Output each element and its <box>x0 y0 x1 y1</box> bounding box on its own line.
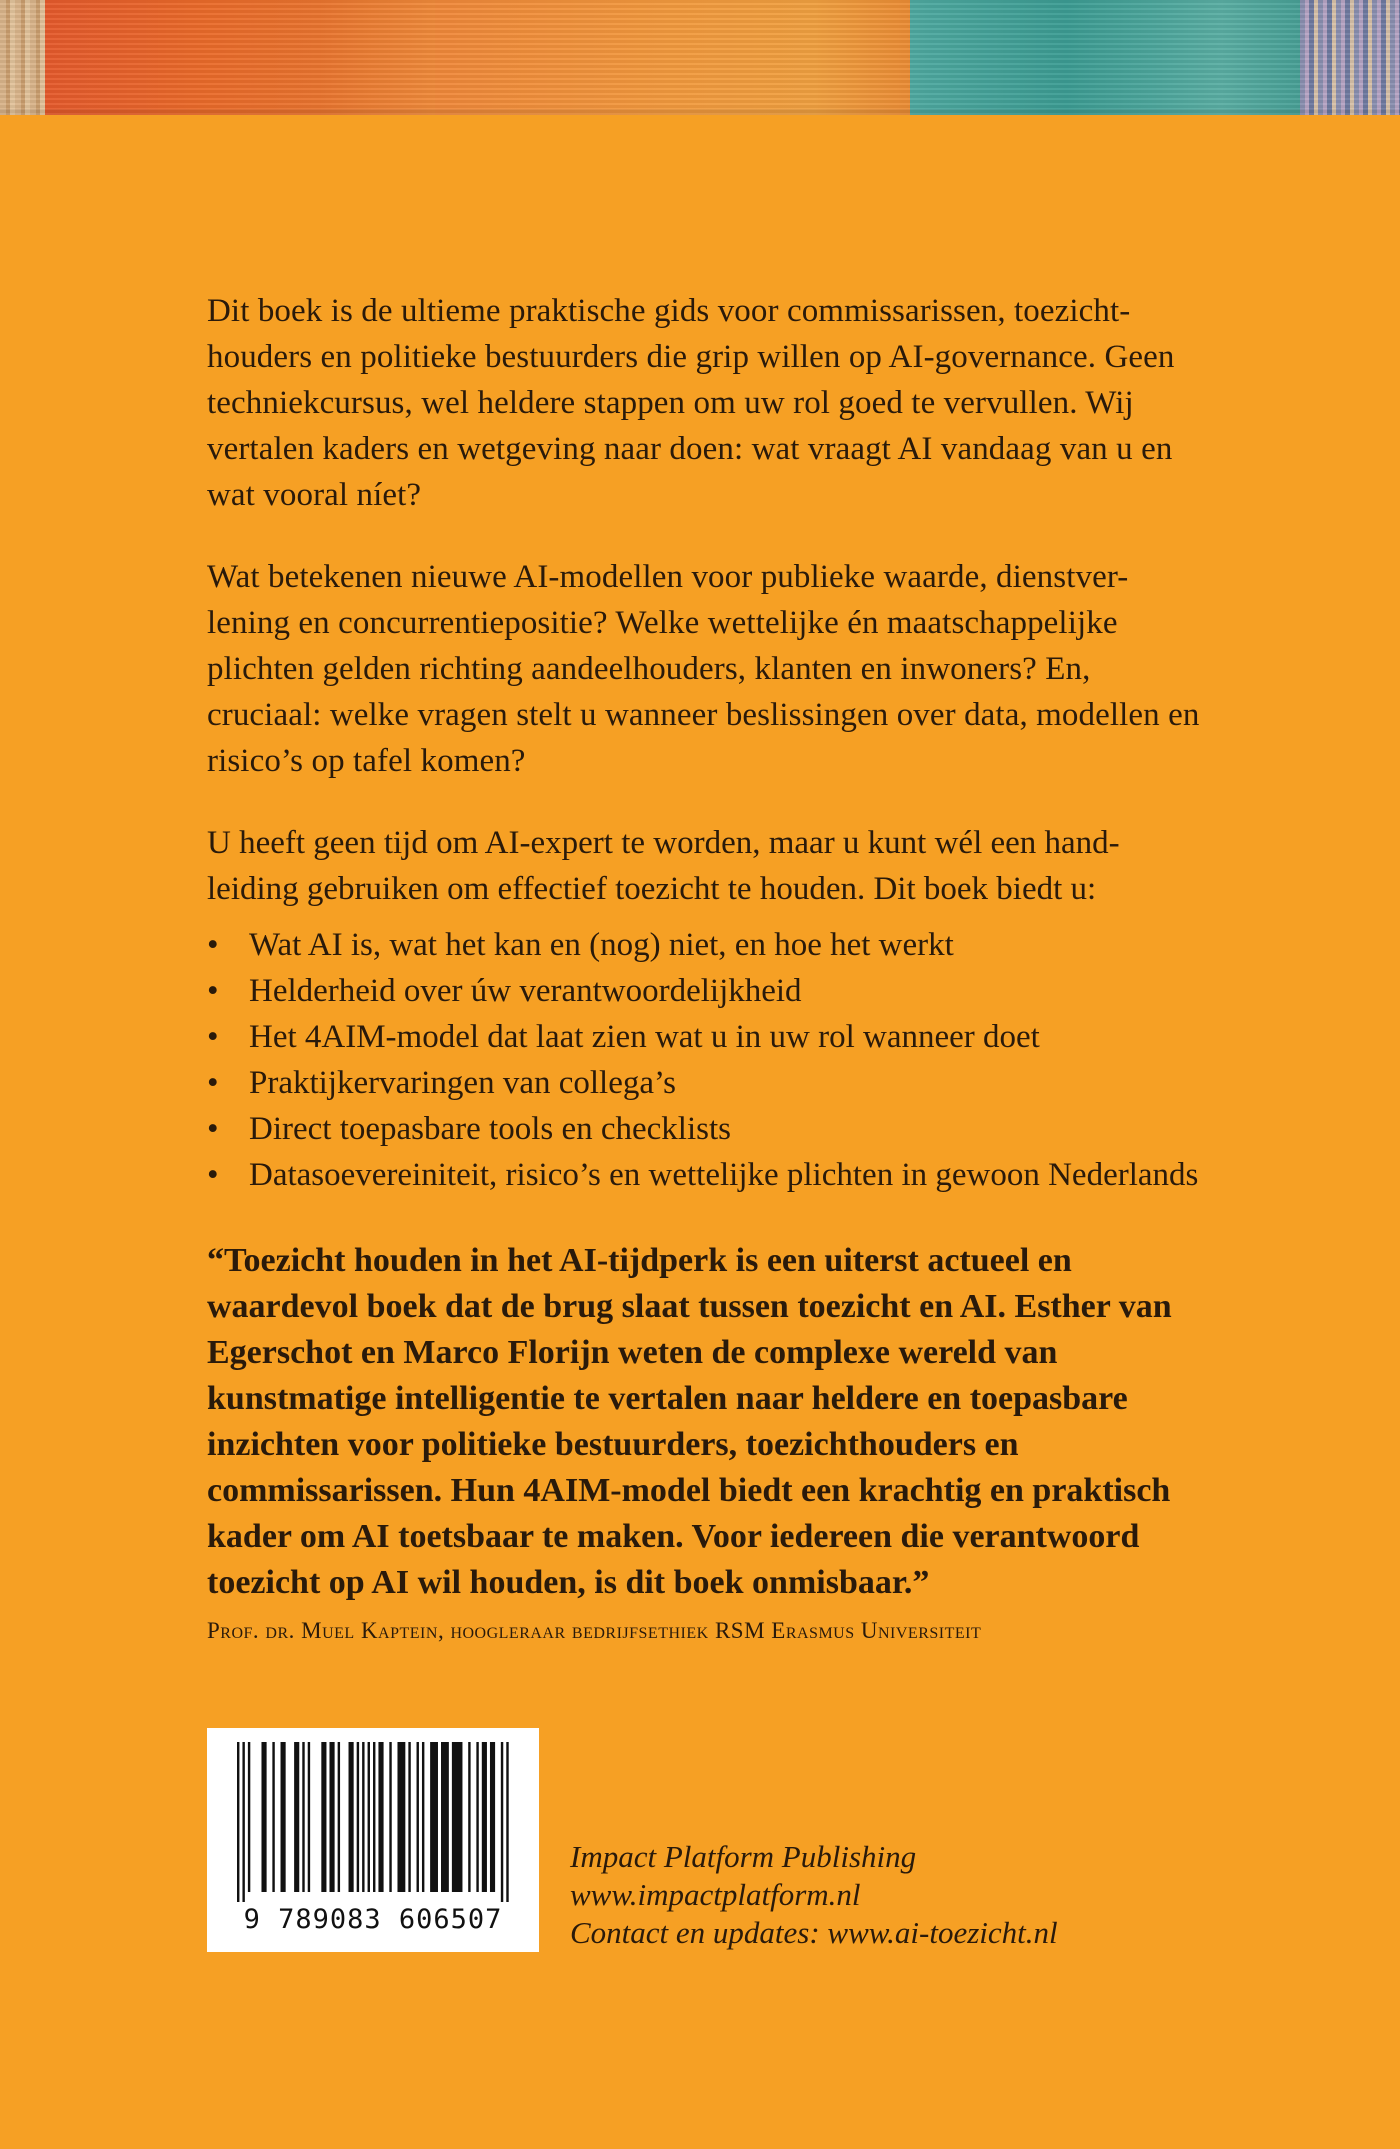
barcode-bar <box>506 1742 508 1902</box>
barcode-bar <box>261 1742 266 1892</box>
barcode-bar <box>272 1742 274 1892</box>
publisher-name: Impact Platform Publishing <box>570 1839 917 1874</box>
barcode-bar <box>338 1742 340 1892</box>
barcode-bar <box>452 1742 463 1892</box>
barcode-bar <box>373 1742 375 1892</box>
paragraph-questions: Wat betekenen nieuwe AI-modellen voor publieke waarde, dienstver-lening en concurrentiepositie? Welke wettelijke én maatschappelijke plichten gelden richting aandeelhouders, klanten en inwoners? En, cruciaal: welke vragen stelt u wanneer beslissingen over data, modellen en risico’s op tafel komen? <box>207 559 1200 779</box>
list-item-text: Wat AI is, wat het kan en (nog) niet, en hoe het werkt <box>249 927 954 963</box>
list-item-text: Praktijkervaringen van collega’s <box>249 1065 677 1101</box>
publisher-contact-link[interactable]: Contact en updates: www.ai-toezicht.nl <box>570 1915 1058 1950</box>
barcode-bar <box>389 1742 391 1892</box>
strip-texture <box>0 0 1400 115</box>
barcode-bar <box>329 1742 334 1892</box>
publisher-website-link[interactable]: www.impactplatform.nl <box>570 1877 861 1912</box>
list-item-text: Datasoevereiniteit, risico’s en wettelijke plichten in gewoon Nederlands <box>249 1157 1199 1193</box>
list-item <box>207 1060 1207 1106</box>
barcode-bar <box>378 1742 383 1892</box>
barcode-bar <box>430 1742 438 1892</box>
barcode-bar <box>357 1742 359 1892</box>
barcode-bar <box>294 1742 299 1892</box>
list-item-text: Helderheid over úw verantwoordelijkheid <box>249 973 802 1009</box>
isbn-digits: 9 789083 606507 <box>243 1904 503 1935</box>
endorsement-quote: “Toezicht houden in het AI-tijdperk is een uiterst actueel en waardevol boek dat de brug slaat tussen toezicht en AI. Esther van Egerschot en Marco Florijn weten de complexe wereld van kunstmatige intelligentie te vertalen naar heldere en toepasbare inzichten voor politieke bestuurders, toezichthouders en commissarissen. Hun 4AIM-model biedt een krachtig en praktisch kader om AI toetsbaar te maken. Voor iedereen die verantwoord toezicht op AI wil houden, is dit boek onmisbaar.” <box>207 1242 1172 1601</box>
barcode-bars <box>237 1742 509 1902</box>
barcode-bar <box>302 1742 304 1892</box>
strip-edge <box>0 109 1400 115</box>
barcode-bar <box>248 1742 250 1892</box>
bullet-icon: • <box>207 1065 219 1101</box>
barcode-bar <box>362 1742 364 1892</box>
barcode-bar <box>468 1742 470 1892</box>
barcode-bar <box>349 1742 354 1892</box>
list-item-text: Het 4AIM-model dat laat zien wat u in uw rol wanneer doet <box>249 1019 1040 1055</box>
paragraph-intro: Dit boek is de ultieme praktische gids voor commissarissen, toezicht-houders en politieke bestuurders die grip willen op AI-governance. Geen techniekcursus, wel heldere stappen om uw rol goed te vervullen. Wij vertalen kaders en wetgeving naar doen: wat vraagt AI vandaag van u en wat vooral níet? <box>207 293 1175 513</box>
barcode-bar <box>368 1742 370 1892</box>
list-item-text: Direct toepasbare tools en checklists <box>249 1111 731 1147</box>
back-cover-text <box>207 288 1207 1644</box>
quote-attribution: Prof. dr. Muel Kaptein, hoogleraar bedrijfsethiek RSM Erasmus Universiteit <box>207 1618 982 1643</box>
barcode-bar <box>237 1742 239 1902</box>
barcode-bar <box>482 1742 487 1892</box>
barcode-bar <box>281 1742 286 1892</box>
barcode-bar <box>242 1742 244 1902</box>
barcode-bar <box>408 1742 410 1892</box>
decorative-color-strip <box>0 0 1400 115</box>
feature-list <box>207 922 1207 1198</box>
bullet-icon: • <box>207 1157 219 1193</box>
barcode-bar <box>397 1742 405 1892</box>
barcode-bar <box>490 1742 495 1892</box>
bullet-icon: • <box>207 927 219 963</box>
list-item <box>207 1014 1207 1060</box>
list-item <box>207 922 1207 968</box>
barcode-bar <box>308 1742 310 1892</box>
barcode-bar <box>441 1742 449 1892</box>
bullet-icon: • <box>207 973 219 1009</box>
list-item <box>207 1152 1207 1198</box>
barcode-bar <box>321 1742 326 1892</box>
publisher-info <box>570 1838 1058 1952</box>
list-item <box>207 968 1207 1014</box>
bullet-icon: • <box>207 1111 219 1147</box>
barcode-bar <box>422 1742 424 1892</box>
paragraph-offer: U heeft geen tijd om AI-expert te worden, maar u kunt wél een hand-leiding gebruiken om effectief toezicht te houden. Dit boek biedt u: <box>207 825 1120 907</box>
bullet-icon: • <box>207 1019 219 1055</box>
barcode-bar <box>501 1742 503 1902</box>
list-item <box>207 1106 1207 1152</box>
barcode-bar <box>476 1742 478 1892</box>
isbn-barcode <box>207 1728 539 1952</box>
barcode-bar <box>417 1742 419 1892</box>
